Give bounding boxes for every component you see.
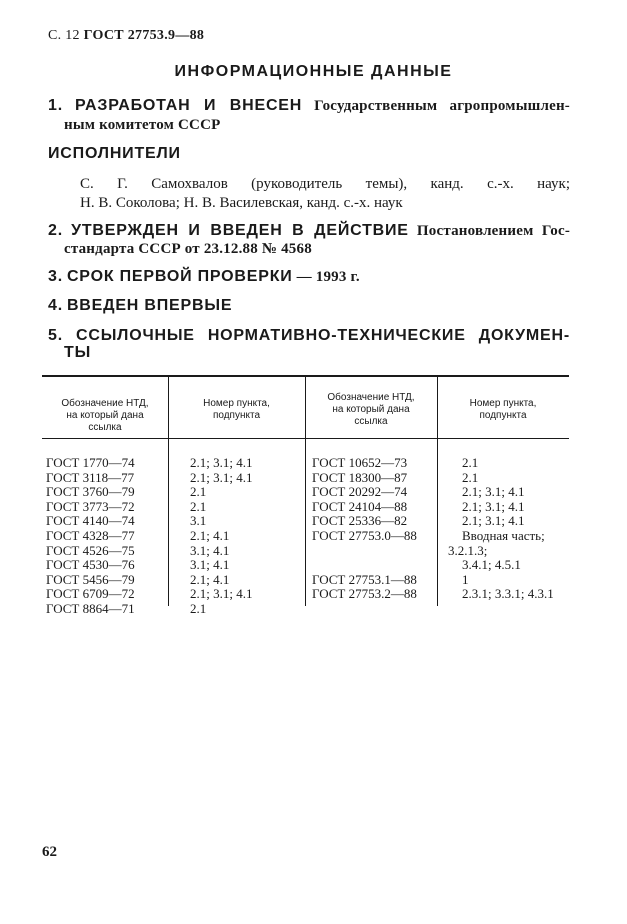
table-row: ГОСТ 3118—77 <box>46 469 135 485</box>
header-item-left: Номер пункта, подпункта <box>203 398 270 421</box>
section-1-text: Государственным агропромышлен- <box>314 98 570 114</box>
page-label: С. 12 <box>48 28 80 43</box>
section-1-heading: РАЗРАБОТАН И ВНЕСЕН <box>74 97 303 114</box>
header-item-right: Номер пункта, подпункта <box>469 398 537 421</box>
table-row: ГОСТ 4530—76 <box>46 557 135 573</box>
table-row: ГОСТ 4328—77 <box>46 527 135 543</box>
section-3-number: 3. <box>48 268 63 285</box>
table-row: ГОСТ 20292—74 <box>312 484 408 500</box>
table-row: ГОСТ 6709—72 <box>46 586 135 602</box>
section-3 <box>48 268 360 286</box>
section-5-line-1 <box>48 327 570 345</box>
section-2-line-2: стандарта СССР от 23.12.88 № 4568 <box>64 241 312 257</box>
table-row: ГОСТ 27753.0—88 <box>312 527 417 543</box>
table-row <box>312 558 417 573</box>
section-3-heading: СРОК ПЕРВОЙ ПРОВЕРКИ <box>66 268 293 285</box>
table-row: ГОСТ 3773—72 <box>46 498 135 514</box>
page-number: 62 <box>42 844 57 860</box>
section-4-heading: ВВЕДЕН ВПЕРВЫЕ <box>66 297 233 314</box>
section-5-number: 5. <box>48 327 63 344</box>
section-3-text: — 1993 г. <box>296 269 360 285</box>
section-1-line-2: ным комитетом СССР <box>64 117 221 133</box>
performers-heading: ИСПОЛНИТЕЛИ <box>48 145 181 162</box>
section-1-line-1 <box>48 97 570 115</box>
header-ntd-right: Обозначение НТД, на который дана ссылка <box>327 392 415 427</box>
page-title: ИНФОРМАЦИОННЫЕ ДАННЫЕ <box>174 63 453 80</box>
table-row: ГОСТ 1770—74 <box>46 455 135 470</box>
left-col-doc <box>46 456 135 617</box>
section-5-heading: ССЫЛОЧНЫЕ НОРМАТИВНО-ТЕХНИЧЕСКИЕ ДОКУМЕН- <box>76 327 570 344</box>
section-4-number: 4. <box>48 297 63 314</box>
right-col-doc <box>312 456 417 602</box>
left-col-items: 2.1; 3.1; 4.1 2.1; 3.1; 4.1 2.1 2.1 3.1 2.1; 4.1 3.1; 4.1 3.1; 4.1 2.1; 4.1 2.1; 3.1; 4.1 2.1 <box>190 455 253 616</box>
running-header <box>48 28 204 44</box>
table-row: ГОСТ 8864—71 <box>46 600 135 616</box>
table-row: ГОСТ 4140—74 <box>46 513 135 529</box>
section-4 <box>48 297 232 315</box>
table-row: ГОСТ 10652—73 <box>312 455 408 470</box>
section-5-line-2: ТЫ <box>64 344 92 361</box>
section-2-text: Постановлением Гос- <box>416 223 571 239</box>
table-row <box>312 544 417 559</box>
table-row: ГОСТ 27753.2—88 <box>312 586 417 602</box>
section-2-line-1 <box>48 222 570 240</box>
table-row: ГОСТ 3760—79 <box>46 484 135 500</box>
doc-code: ГОСТ 27753.9—88 <box>83 28 205 43</box>
section-2-heading: УТВЕРЖДЕН И ВВЕДЕН В ДЕЙСТВИЕ <box>71 222 409 239</box>
table-row: ГОСТ 25336—82 <box>312 513 408 529</box>
header-ntd-left: Обозначение НТД, на который дана ссылка <box>61 398 149 433</box>
performers-line-2: Н. В. Соколова; Н. В. Василевская, канд. с.-х. наук <box>80 195 403 211</box>
section-2-number: 2. <box>48 222 63 239</box>
table-row: ГОСТ 18300—87 <box>312 469 408 485</box>
performers-line-1: С. Г. Самохвалов (руководитель темы), канд. с.-х. наук; <box>80 176 570 192</box>
table-row: ГОСТ 5456—79 <box>46 571 135 587</box>
table-row: ГОСТ 27753.1—88 <box>312 571 417 587</box>
table-row: ГОСТ 4526—75 <box>46 542 135 558</box>
table-row: ГОСТ 24104—88 <box>312 498 408 514</box>
right-col-items: 2.1 2.1 2.1; 3.1; 4.1 2.1; 3.1; 4.1 2.1; 3.1; 4.1 Вводная часть; 3.2.1.3; 3.4.1; 4.5.1 1 2.3.1; 3.3.1; 4.3.1 <box>448 455 554 602</box>
section-1-number: 1. <box>48 97 63 114</box>
